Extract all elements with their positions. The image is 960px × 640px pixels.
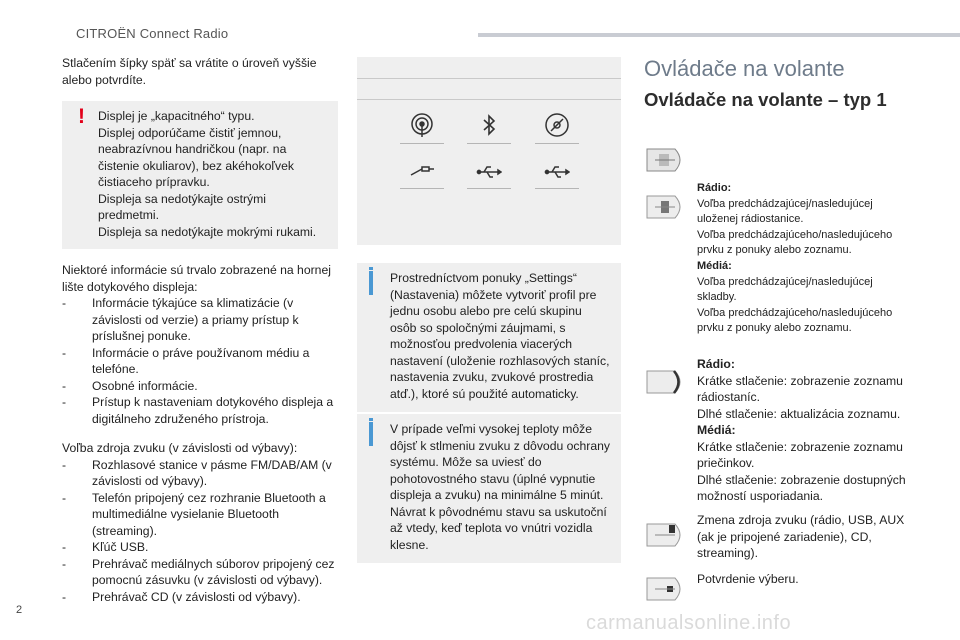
list-item: - Informácie týkajúce sa klimatizácie (v závislosti od verzie) a priamy prístup k príslušnej ponuke. [62, 295, 338, 345]
warning-line: Displeja sa nedotýkajte ostrými predmetmi. [98, 191, 266, 222]
header-bar [478, 33, 960, 37]
list-item: - Prehrávač mediálnych súborov pripojený cez pomocnú zásuvku (v závislosti od výbavy). [62, 556, 338, 589]
control-desc-1: Rádio: Voľba predchádzajúcej/nasledujúcej uloženej rádiostanice. Voľba predchádzajúceho/nasledujúceho prvku z ponuky alebo zoznamu. Médiá: Voľba predchádzajúcej/nasledujúcej skladby. Voľba predchádzajúceho/nasledujúceho prvku z ponuky alebo zoznamu. [697, 182, 893, 335]
list-item: - Prehrávač CD (v závislosti od výbavy). [62, 589, 338, 606]
warning-line: Displeja sa nedotýkajte mokrými rukami. [98, 224, 317, 239]
list-item: - Rozhlasové stanice v pásme FM/DAB/AM (v závislosti od výbavy). [62, 457, 338, 490]
radio-icon [402, 110, 442, 140]
bluetooth-icon [469, 110, 509, 140]
steering-switch-arrows-icon [641, 192, 687, 222]
section-subtitle: Ovládače na volante – typ 1 [644, 89, 887, 110]
list-item: - Telefón pripojený cez rozhranie Bluetooth a multimediálne vysielanie Bluetooth (streaming). [62, 490, 338, 540]
control-desc-2: Rádio: Krátke stlačenie: zobrazenie zoznamu rádiostaníc. Dlhé stlačenie: aktualizácia zoznamu. Médiá: Krátke stlačenie: zobrazenie zoznamu priečinkov. Dlhé stlačenie: zobrazenie dostupných možností usporiadania. [697, 357, 906, 503]
watermark: carmanualsonline.info [586, 612, 792, 634]
usb-icon [469, 157, 509, 187]
list-item: - Kľúč USB. [62, 539, 338, 556]
steering-switch-confirm-icon [641, 574, 687, 604]
warning-icon: ! [78, 105, 85, 128]
source-screen-illustration [357, 57, 621, 245]
steering-switch-source-icon [641, 520, 687, 550]
info-text: V prípade veľmi vysokej teploty môže dôjsť k stlmeniu zvuku z dôvodu ochrany systému. Môže sa uviesť do pohotovostného stavu (úplné vypnutie displeja a zvuku) na minimálne 5 minút. Návrat k pôvodnému stavu sa uskutoční až vtedy, keď teplota vo vnútri vozidla klesne. [390, 422, 610, 552]
list-item: - Informácie o práve používanom médiu a telefóne. [62, 345, 338, 378]
info-box-settings [357, 263, 621, 412]
source-list [62, 457, 338, 606]
control-desc-3: Zmena zdroja zvuku (rádio, USB, AUX (ak je pripojené zariadenie), CD, streaming). [697, 513, 905, 560]
section-title: Ovládače na volante [644, 56, 845, 81]
list-item: - Prístup k nastaveniam dotykového displeja a digitálneho združeného prístroja. [62, 394, 338, 427]
steering-switch-icon [641, 145, 687, 175]
page-number: 2 [16, 604, 23, 616]
info-icon [369, 267, 373, 270]
info-box-temperature [357, 414, 621, 563]
header-title: CITROËN Connect Radio [76, 26, 229, 41]
usb-icon [537, 157, 577, 187]
status-intro: Niektoré informácie sú trvalo zobrazené na hornej lište dotykového displeja: [62, 263, 331, 294]
aux-jack-icon [402, 157, 442, 187]
warning-box [62, 101, 338, 249]
intro-text: Stlačením šípky späť sa vrátite o úroveň vyššie alebo potvrdíte. [62, 56, 317, 87]
cd-icon [537, 110, 577, 140]
info-icon [369, 418, 373, 421]
warning-line: Displej odporúčame čistiť jemnou, neabrazívnou handričkou (napr. na čistenie okuliarov), bez akéhokoľvek čistiaceho prípravku. [98, 125, 294, 189]
info-text: Prostredníctvom ponuky „Settings“ (Nastavenia) môžete vytvoriť profil pre jednu osobu alebo pre celú skupinu osôb so spoločnými záujmami, s možnosťou predvolenia viacerých nastavení (uloženie rozhlasových staníc, nastavenia zvuku, zvukové prostredia atď.), ktoré sú použité automaticky. [390, 271, 610, 401]
status-list [62, 295, 338, 427]
list-item: - Osobné informácie. [62, 378, 338, 395]
steering-switch-list-icon [641, 367, 687, 397]
warning-line: Displej je „kapacitného“ typu. [98, 109, 255, 123]
source-intro: Voľba zdroja zvuku (v závislosti od výbavy): [62, 441, 298, 455]
left-column [62, 55, 338, 605]
control-desc-4: Potvrdenie výberu. [697, 572, 799, 586]
